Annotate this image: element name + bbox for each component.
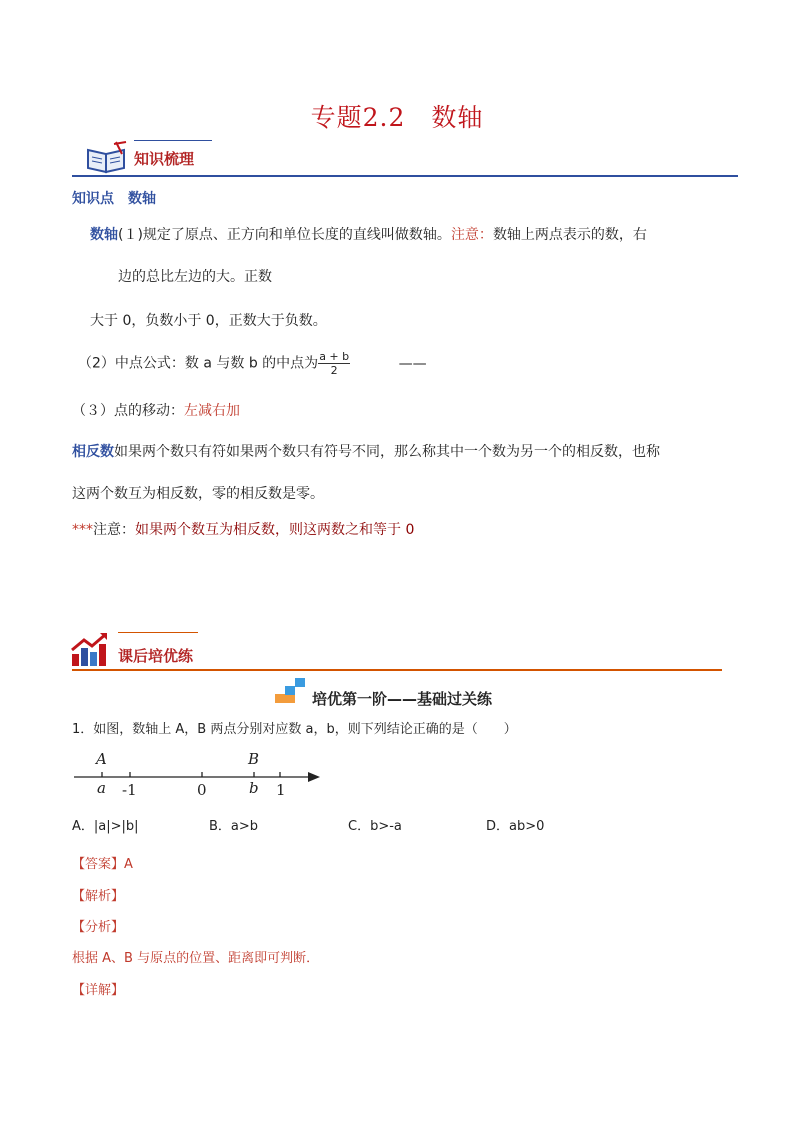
label-minus1: -1 bbox=[122, 781, 137, 799]
kp-paragraph-1 bbox=[90, 225, 647, 245]
note-stars: *** bbox=[72, 522, 93, 538]
stairs-icon bbox=[275, 678, 307, 704]
kp-p4-rule: 左减右加 bbox=[184, 403, 240, 419]
option-a: A．|a|>|b| bbox=[72, 819, 139, 834]
kp-p1b: 数轴上两点表示的数，右 bbox=[492, 227, 647, 243]
bar-chart-icon bbox=[70, 632, 110, 668]
note-label: 注意： bbox=[450, 227, 493, 243]
fraction-denominator: 2 bbox=[330, 364, 338, 377]
kp-point-movement bbox=[72, 401, 240, 421]
book-icon bbox=[86, 140, 130, 174]
number-line-figure bbox=[72, 750, 332, 800]
kp-midpoint-formula bbox=[78, 350, 427, 377]
note-label-2: 注意： bbox=[93, 522, 135, 538]
label-0: 0 bbox=[197, 781, 207, 799]
fenxi-label: 【分析】 bbox=[72, 920, 125, 935]
fraction bbox=[318, 350, 350, 377]
kp-p3-prefix: （2）中点公式：数 a 与数 b 的中点为 bbox=[78, 355, 319, 372]
fenxi-text: 根据 A、B 与原点的位置、距离即可判断． bbox=[72, 951, 320, 966]
option-b: B．a>b bbox=[209, 819, 259, 834]
answer-label: 【答案】 bbox=[72, 857, 125, 872]
point-B-label: B bbox=[248, 750, 260, 768]
note-text: 如果两个数互为相反数，则这两数之和等于 0 bbox=[135, 522, 415, 538]
option-d: D．ab>0 bbox=[486, 819, 545, 834]
fraction-numerator: a + b bbox=[319, 350, 350, 363]
stage-title: 培优第一阶——基础过关练 bbox=[312, 690, 493, 708]
answer-line bbox=[72, 855, 133, 875]
kp-p1a: (１)规定了原点、正方向和单位长度的直线叫做数轴。 bbox=[118, 227, 451, 243]
kp-p5b: 这两个数互为相反数，零的相反数是零。 bbox=[72, 486, 324, 502]
section-top-rule bbox=[134, 140, 212, 141]
section-label: 知识梳理 bbox=[134, 150, 195, 168]
arrow-head-icon bbox=[308, 772, 320, 782]
kp-p3-dash: —— bbox=[398, 355, 427, 372]
term-opposite: 相反数 bbox=[72, 444, 114, 460]
q1-stem: 1．如图，数轴上 A，B 两点分别对应数 a，b，则下列结论正确的是（ ） bbox=[72, 722, 517, 737]
term-number-line: 数轴 bbox=[90, 227, 118, 243]
detail-label: 【详解】 bbox=[72, 983, 125, 998]
page-title: 专题2.2 数轴 bbox=[310, 103, 484, 132]
kp-p2: 大于 0，负数小于 0，正数大于负数。 bbox=[90, 313, 327, 329]
analysis-label: 【解析】 bbox=[72, 889, 125, 904]
section-label-2: 课后培优练 bbox=[118, 647, 194, 665]
label-b: b bbox=[249, 779, 259, 797]
label-1: 1 bbox=[276, 781, 286, 799]
kp-p4-prefix: （３）点的移动： bbox=[72, 403, 184, 419]
answer-value: A bbox=[124, 857, 133, 872]
kp-opposite-numbers bbox=[72, 442, 660, 462]
point-A-label: A bbox=[96, 750, 107, 768]
label-a: a bbox=[97, 779, 106, 797]
section-top-rule-2 bbox=[118, 632, 198, 633]
kp-heading: 知识点 数轴 bbox=[72, 191, 156, 207]
kp-p1c: 边的总比左边的大。正数 bbox=[118, 269, 272, 285]
option-c: C．b>-a bbox=[348, 819, 402, 834]
section-divider bbox=[72, 175, 738, 177]
kp-note bbox=[72, 520, 414, 540]
kp-p5a: 如果两个数只有符如果两个数只有符号不同，那么称其中一个数为另一个的相反数，也称 bbox=[114, 444, 660, 460]
section-divider-2 bbox=[72, 669, 722, 671]
